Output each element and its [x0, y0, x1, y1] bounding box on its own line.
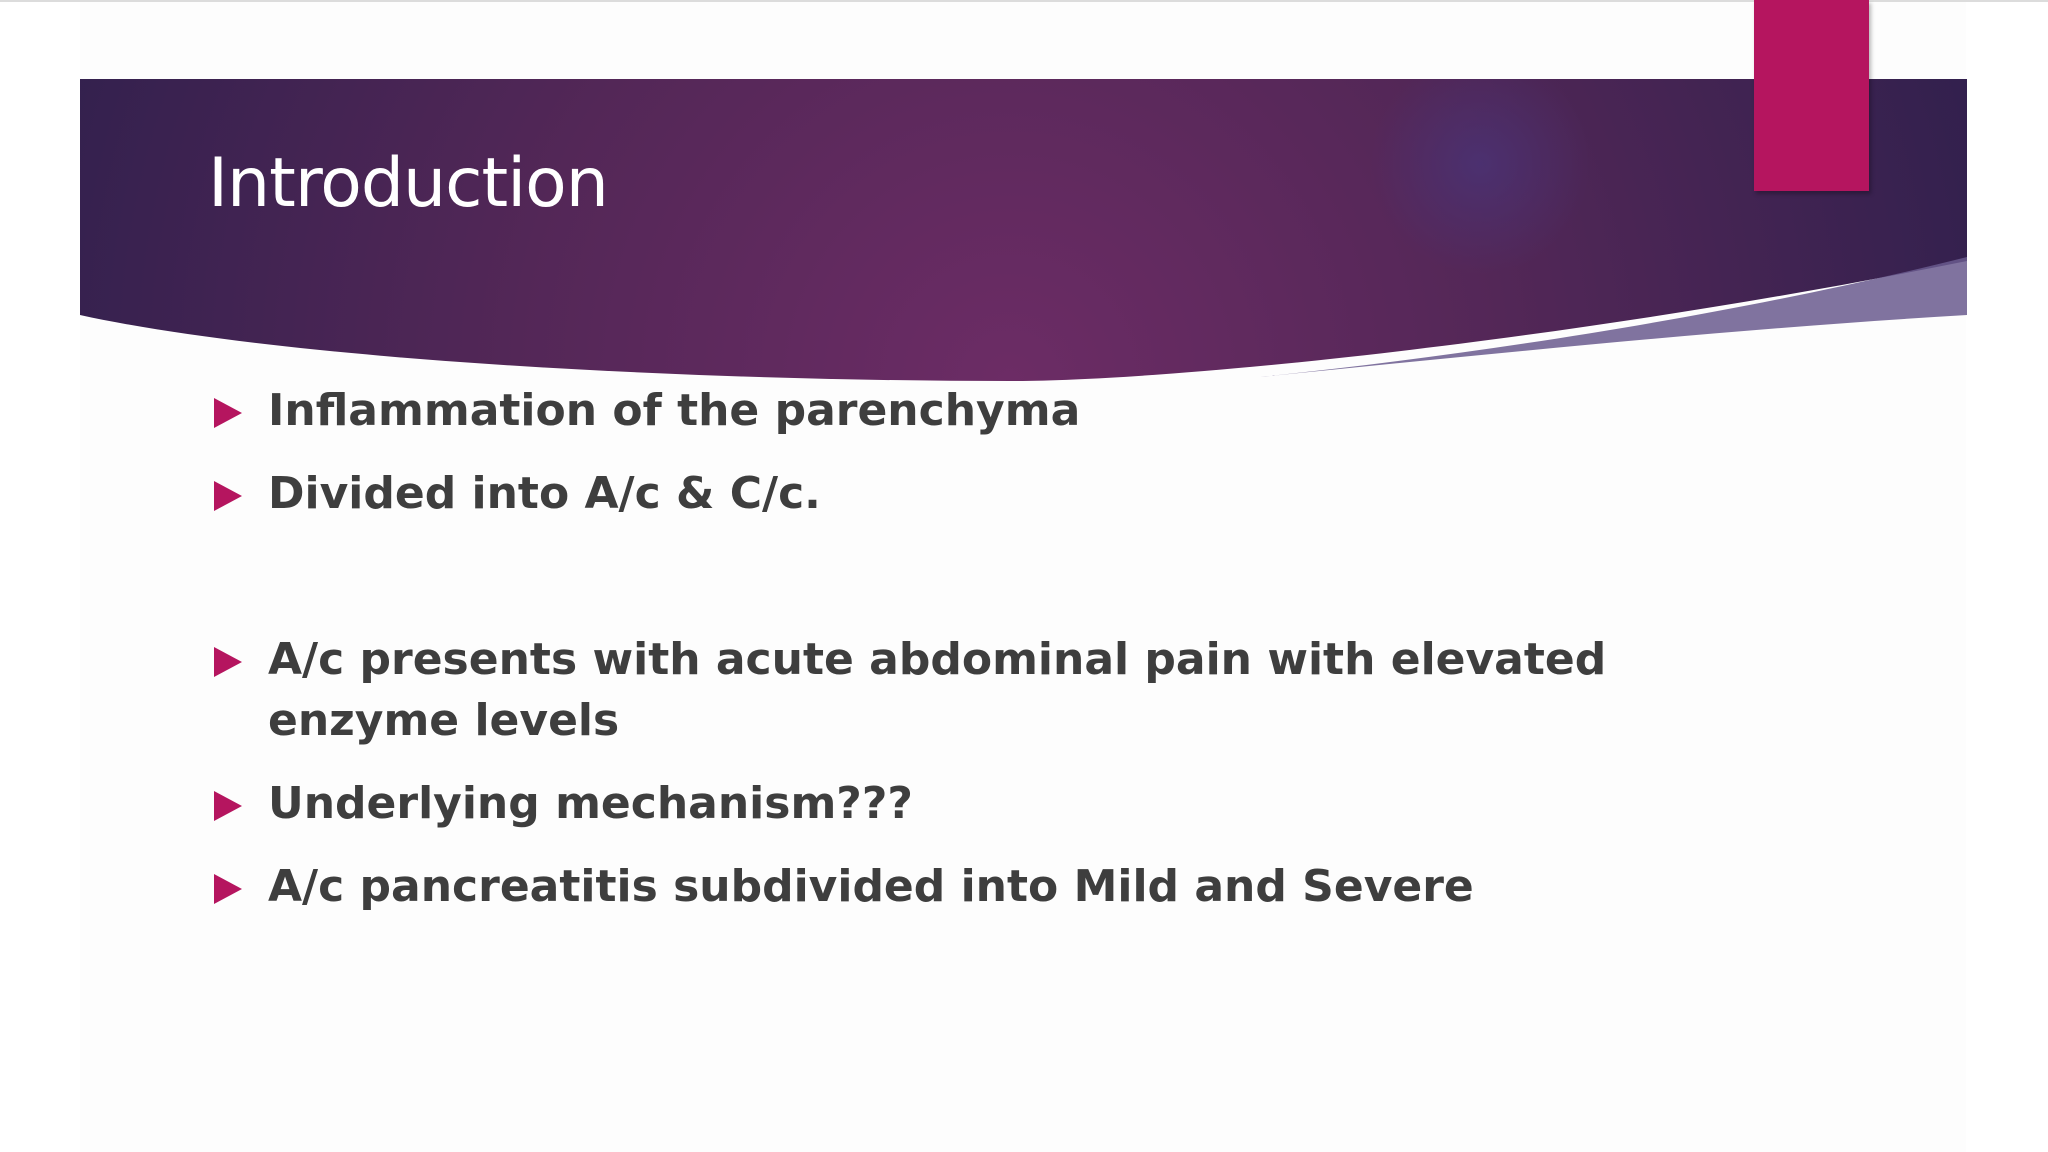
- triangle-right-icon: [214, 647, 242, 677]
- bullet-item: [208, 773, 1708, 834]
- bullet-text: Divided into A/c & C/c.: [268, 468, 821, 519]
- bullet-text: A/c presents with acute abdominal pain with elevated enzyme levels: [268, 634, 1607, 746]
- bullet-item: [208, 856, 1708, 917]
- bullet-item: [208, 629, 1708, 751]
- triangle-right-icon: [214, 398, 242, 428]
- accent-tab: [1754, 0, 1869, 191]
- bullet-item: [208, 463, 1708, 524]
- slide-title: Introduction: [208, 144, 608, 223]
- bullet-text: Inflammation of the parenchyma: [268, 385, 1081, 436]
- bullet-list: [208, 380, 1708, 917]
- triangle-right-icon: [214, 874, 242, 904]
- bullet-text: Underlying mechanism???: [268, 778, 913, 829]
- title-banner: [80, 79, 1967, 381]
- triangle-right-icon: [214, 791, 242, 821]
- triangle-right-icon: [214, 481, 242, 511]
- bullet-item: [208, 380, 1708, 441]
- bullet-text: A/c pancreatitis subdivided into Mild and Severe: [268, 861, 1474, 912]
